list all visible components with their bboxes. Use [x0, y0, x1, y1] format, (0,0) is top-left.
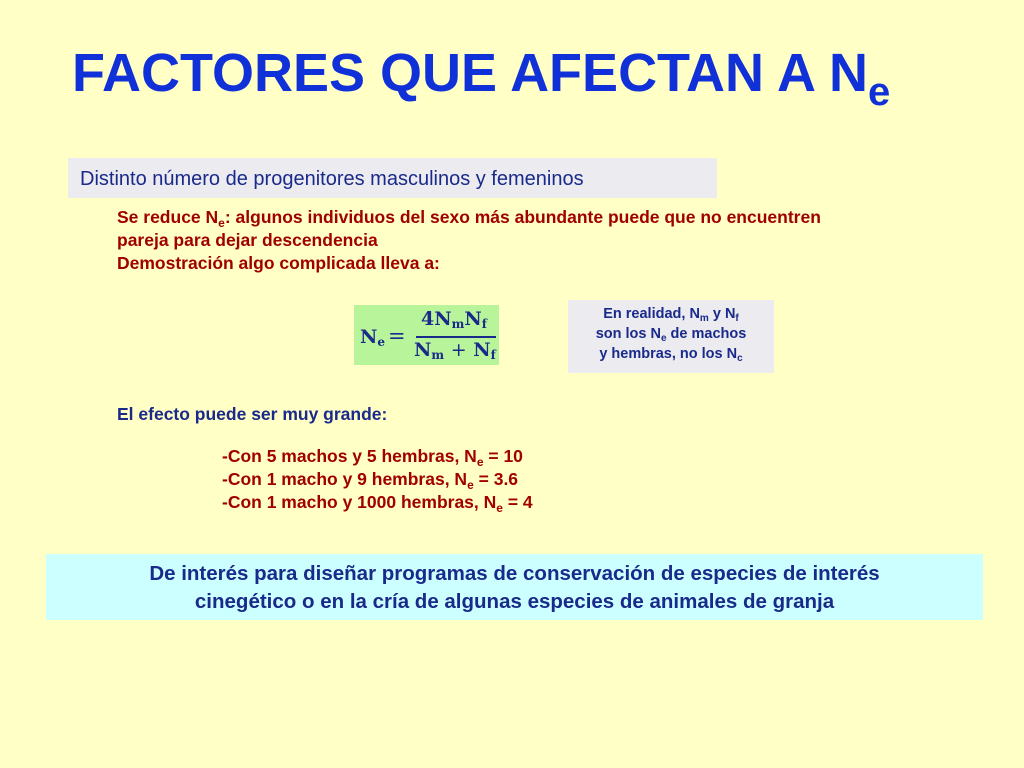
conclusion-line-2: cinegético o en la cría de algunas especies de animales de granja [194, 590, 835, 613]
slide-title [72, 42, 890, 115]
formula-numerator: $4N_mN_f$ [421, 308, 487, 331]
note-line-1: En realidad, $N_m$ y $N_f$ [603, 306, 739, 324]
explanation-line-1-pre: Se reduce N [117, 207, 219, 227]
example-item: -Con 1 macho y 9 hembras, $N_e = 3.6$ [222, 469, 519, 492]
title-subscript: e [868, 70, 891, 114]
effect-label: El efecto puede ser muy grande: [117, 404, 388, 424]
formula-lhs: $N_e$ [360, 326, 386, 349]
note-line-3: y hembras, no los $N_c$ [599, 346, 743, 364]
explanation-line-3: Demostración algo complicada lleva a: [117, 253, 440, 273]
formula-fraction-bar [416, 336, 496, 338]
conclusion-box [46, 554, 983, 620]
conclusion-line-1: De interés para diseñar programas de conservación de especies de interés [149, 562, 880, 585]
clarification-note [568, 300, 774, 373]
explanation-line-1-sub: e [218, 216, 225, 230]
examples-list [222, 445, 722, 514]
formula-equals: = [388, 324, 406, 348]
explanation-line-2: pareja para dejar descendencia [117, 230, 378, 250]
note-line-2: son los $N_e$ de machos [595, 326, 747, 344]
example-item: -Con 1 macho y 1000 hembras, $N_e = 4$ [222, 492, 533, 515]
explanation-paragraph [117, 206, 937, 275]
explanation-line-1-post: : algunos individuos del sexo más abundante puede que no encuentren [224, 207, 821, 227]
explanation-line-1 [117, 206, 937, 229]
ne-formula [354, 305, 499, 365]
formula-denominator: $N_m + N_f$ [414, 339, 496, 362]
example-item: -Con 5 machos y 5 hembras, $N_e = 10$ [222, 446, 523, 469]
factor-heading: Distinto número de progenitores masculinos y femeninos [68, 158, 717, 198]
title-main: FACTORES QUE AFECTAN A N [72, 43, 869, 103]
